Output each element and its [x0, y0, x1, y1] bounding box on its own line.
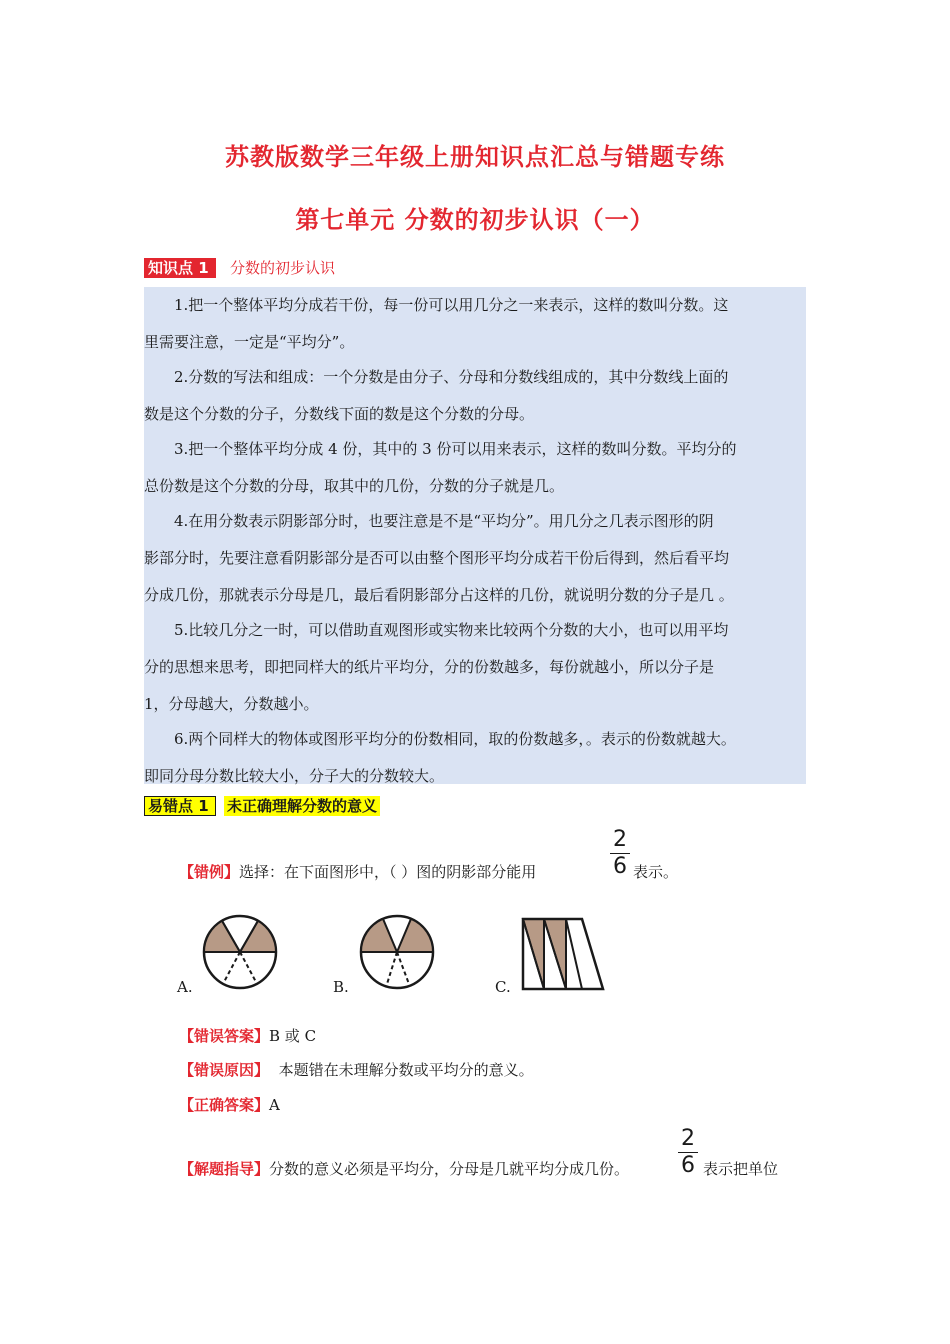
correct-answer-line [179, 1095, 280, 1115]
text-line: 4.在用分数表示阴影部分时，也要注意是不是“平均分”。用几分之几表示图形的阴 [174, 512, 714, 530]
text-line: 2.分数的写法和组成：一个分数是由分子、分母和分数线组成的，其中分数线上面的 [174, 368, 729, 386]
reason-label: 【错误原因】 [179, 1061, 270, 1079]
option-c-label: C. [495, 978, 511, 996]
reason-value: 本题错在未理解分数或平均分的意义。 [278, 1061, 534, 1079]
example-line [179, 862, 536, 882]
knowledge-paragraph-5 [144, 612, 806, 723]
text-line: 数是这个分数的分子，分数线下面的数是这个分数的分母。 [144, 405, 535, 423]
text-line: 即同分母分数比较大小，分子大的分数较大。 [144, 767, 445, 785]
guide-line [179, 1159, 629, 1179]
document-title: 苏教版数学三年级上册知识点汇总与错题专练 [225, 143, 725, 171]
correct-answer-label: 【正确答案】 [179, 1096, 270, 1114]
knowledge-paragraph-4 [144, 503, 806, 614]
knowledge-paragraph-3 [144, 431, 806, 505]
guide-tail: 表示把单位 [703, 1160, 779, 1178]
knowledge-paragraph-6 [144, 721, 806, 795]
knowledge-point-title: 分数的初步认识 [230, 259, 336, 277]
example-tail: 表示。 [633, 863, 679, 881]
wrong-answer-line [179, 1026, 316, 1046]
fraction-numerator: 2 [613, 827, 627, 852]
text-line: 6.两个同样大的物体或图形平均分的份数相同，取的份数越多，。表示的份数就越大。 [174, 730, 736, 748]
text-line: 分的思想来思考，即把同样大的纸片平均分，分的份数越多，每份就越小，所以分子是 [144, 658, 715, 676]
correct-answer-value: A [269, 1096, 280, 1114]
reason-line [179, 1060, 534, 1080]
option-b-label: B. [333, 978, 349, 996]
figure-a-circle [200, 912, 290, 992]
text-line: 影部分时，先要注意看阴影部分是否可以由整个图形平均分成若干份后得到，然后看平均 [144, 549, 730, 567]
text-line: 总份数是这个分数的分母，取其中的几份，分数的分子就是几。 [144, 477, 565, 495]
example-text: 选择：在下面图形中，（ ）图的阴影部分能用 [239, 863, 537, 881]
text-line: 5.比较几分之一时，可以借助直观图形或实物来比较两个分数的大小，也可以用平均 [174, 621, 729, 639]
knowledge-box [144, 287, 806, 784]
fraction-denominator: 6 [681, 1153, 695, 1178]
text-line: 3.把一个整体平均分成 4 份，其中的 3 份可以用来表示，这样的数叫分数。平均分的 [174, 440, 737, 458]
text-line: 里需要注意，一定是“平均分”。 [144, 333, 355, 351]
text-line: 1.把一个整体平均分成若干份，每一份可以用几分之一来表示，这样的数叫分数。这 [174, 296, 729, 314]
wrong-answer-label: 【错误答案】 [179, 1027, 270, 1045]
example-label: 【错例】 [179, 863, 240, 881]
mistake-point-tag: 易错点 1 [144, 796, 216, 816]
knowledge-paragraph-2 [144, 359, 806, 433]
guide-text: 分数的意义必须是平均分，分母是几就平均分成几份。 [269, 1160, 630, 1178]
wrong-answer-value: B 或 C [269, 1027, 317, 1045]
figure-c-parallelogram [519, 915, 609, 993]
knowledge-point-tag: 知识点 1 [144, 258, 216, 278]
fraction-two-sixths [610, 828, 630, 879]
mistake-point-title: 未正确理解分数的意义 [224, 796, 380, 816]
fraction-numerator: 2 [681, 1126, 695, 1151]
option-a-label: A. [177, 978, 193, 996]
unit-title: 第七单元 分数的初步认识（一） [295, 206, 655, 234]
figure-b-circle [357, 912, 447, 992]
guide-label: 【解题指导】 [179, 1160, 270, 1178]
knowledge-paragraph-1 [144, 287, 806, 361]
text-line: 分成几份，那就表示分母是几，最后看阴影部分占这样的几份，就说明分数的分子是几 。 [144, 586, 734, 604]
guide-fraction-two-sixths [678, 1127, 698, 1178]
fraction-denominator: 6 [613, 854, 627, 879]
text-line: 1，分母越大，分数越小。 [144, 695, 319, 713]
